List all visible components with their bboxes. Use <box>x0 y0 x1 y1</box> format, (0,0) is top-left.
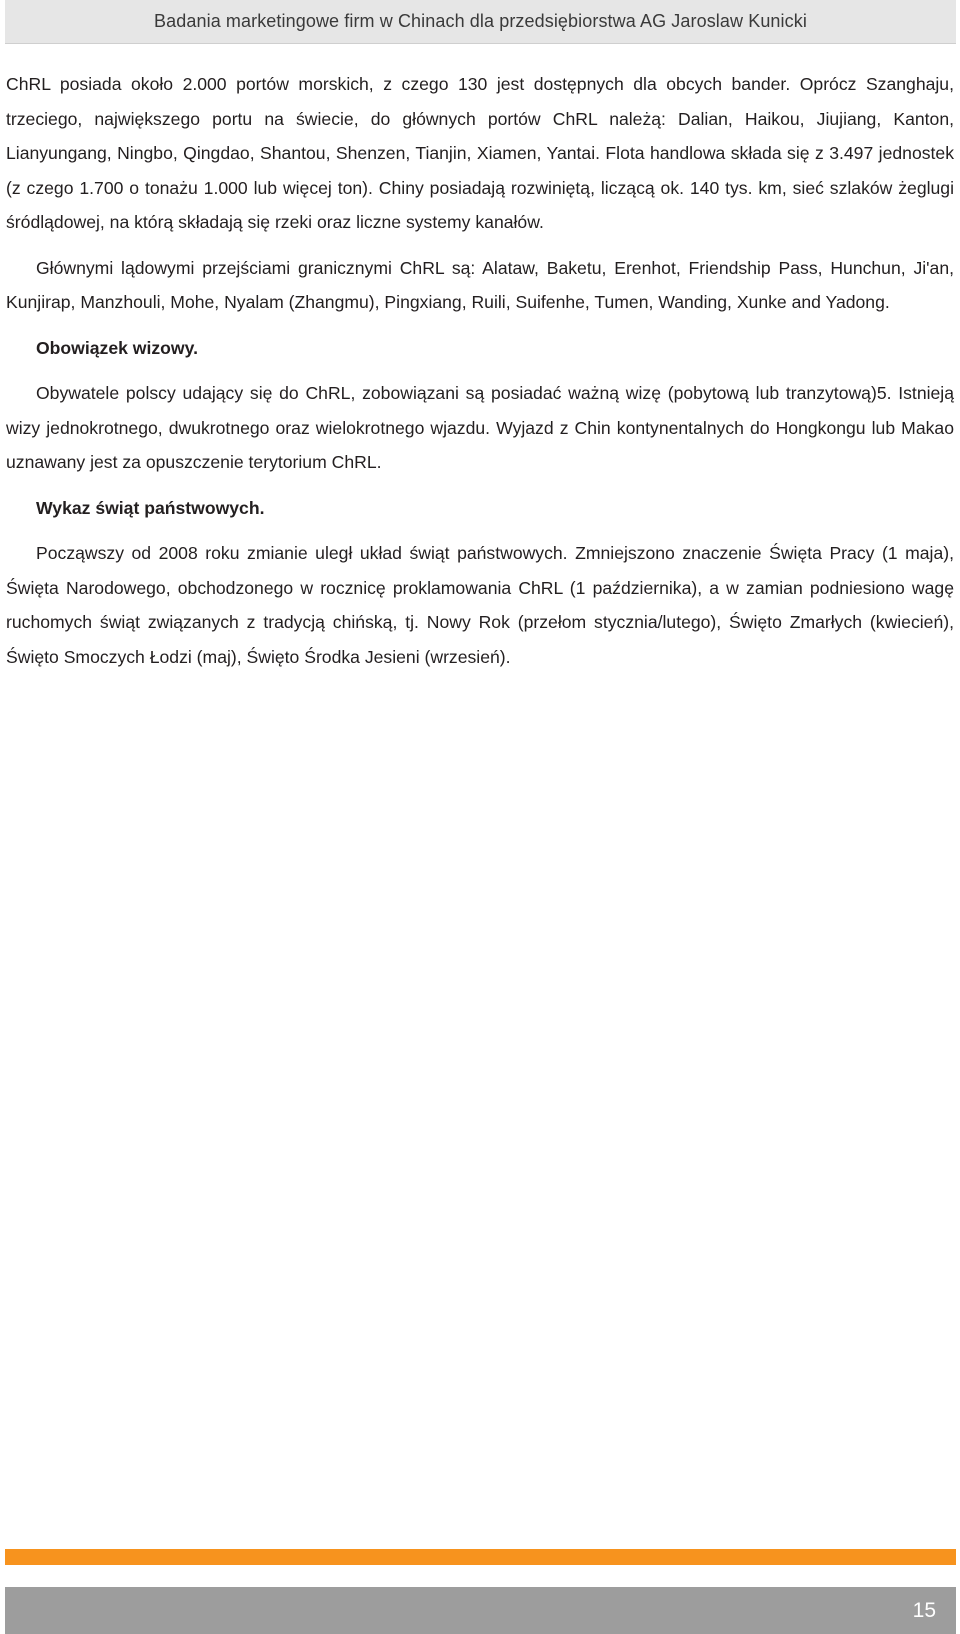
paragraph-holidays: Począwszy od 2008 roku zmianie uległ układ świąt państwowych. Zmniejszono znaczenie Święta Pracy (1 maja), Święta Narodowego, obchodzonego w rocznicę proklamowania ChRL (1 października), a w zamian podniesiono wagę ruchomych świąt związanych z tradycją chińską, tj. Nowy Rok (przełom stycznia/lutego), Święto Zmarłych (kwiecień), Święto Smoczych Łodzi (maj), Święto Środka Jesieni (wrzesień). <box>6 543 954 667</box>
page-header <box>5 0 956 44</box>
paragraph-visa: Obywatele polscy udający się do ChRL, zobowiązani są posiadać ważną wizę (pobytową lub tranzytową)5. Istnieją wizy jednokrotnego, dwukrotnego oraz wielokrotnego wjazdu. Wyjazd z Chin kontynentalnych do Hongkongu lub Makao uznawany jest za opuszczenie terytorium ChRL. <box>6 383 954 472</box>
document-body <box>6 67 954 685</box>
footer-accent-bar <box>5 1549 956 1565</box>
page-number: 15 <box>912 1599 936 1622</box>
document-title: Badania marketingowe firm w Chinach dla przedsiębiorstwa AG Jaroslaw Kunicki <box>154 11 807 31</box>
paragraph-ports: ChRL posiada około 2.000 portów morskich, z czego 130 jest dostępnych dla obcych bander. Oprócz Szanghaju, trzeciego, największego portu na świecie, do głównych portów ChRL należą: Dalian, Haikou, Jiujiang, Kanton, Lianyungang, Ningbo, Qingdao, Shantou, Shenzen, Tianjin, Xiamen, Yantai. Flota handlowa składa się z 3.497 jednostek (z czego 1.700 o tonażu 1.000 lub więcej ton). Chiny posiadają rozwiniętą, liczącą ok. 140 tys. km, sieć szlaków żeglugi śródlądowej, na którą składają się rzeki oraz liczne systemy kanałów. <box>6 74 954 232</box>
paragraph-border-crossings: Głównymi lądowymi przejściami granicznymi ChRL są: Alataw, Baketu, Erenhot, Friendship Pass, Hunchun, Ji'an, Kunjirap, Manzhouli, Mohe, Nyalam (Zhangmu), Pingxiang, Ruili, Suifenhe, Tumen, Wanding, Xunke and Yadong. <box>6 257 954 312</box>
heading-holidays: Wykaz świąt państwowych. <box>36 497 265 518</box>
page-footer <box>5 1587 956 1634</box>
heading-visa: Obowiązek wizowy. <box>36 337 198 358</box>
